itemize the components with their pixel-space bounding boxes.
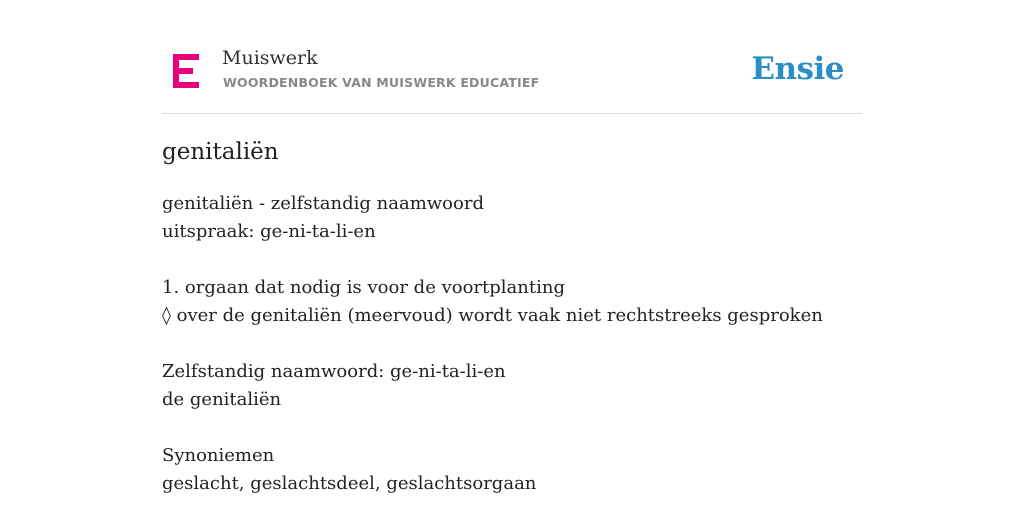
synonyms-heading: Synoniemen <box>162 445 275 466</box>
brand-name[interactable]: Muiswerk <box>222 47 318 69</box>
entry-heading-line: genitaliën - zelfstandig naamwoord <box>162 193 484 214</box>
entry-title: genitaliën <box>162 139 279 165</box>
entry-body <box>162 190 862 498</box>
spacer <box>162 414 862 442</box>
grammar-label: Zelfstandig naamwoord: ge-ni-ta-li-en <box>162 361 506 382</box>
ensie-logo[interactable]: Ensie <box>751 51 844 87</box>
usage-note: ◊ over de genitaliën (meervoud) wordt vaak niet rechtstreeks gesproken <box>162 305 823 326</box>
pronunciation: uitspraak: ge-ni-ta-li-en <box>162 221 376 242</box>
grammar-form: de genitaliën <box>162 389 282 410</box>
spacer <box>162 246 862 274</box>
brand-subtitle: WOORDENBOEK VAN MUISWERK EDUCATIEF <box>223 75 540 90</box>
synonyms-list: geslacht, geslachtsdeel, geslachtsorgaan <box>162 473 537 494</box>
definition: 1. orgaan dat nodig is voor de voortplanting <box>162 277 565 298</box>
muiswerk-logo-icon[interactable] <box>173 54 199 88</box>
page <box>162 0 862 512</box>
site-header <box>162 0 862 114</box>
spacer <box>162 330 862 358</box>
